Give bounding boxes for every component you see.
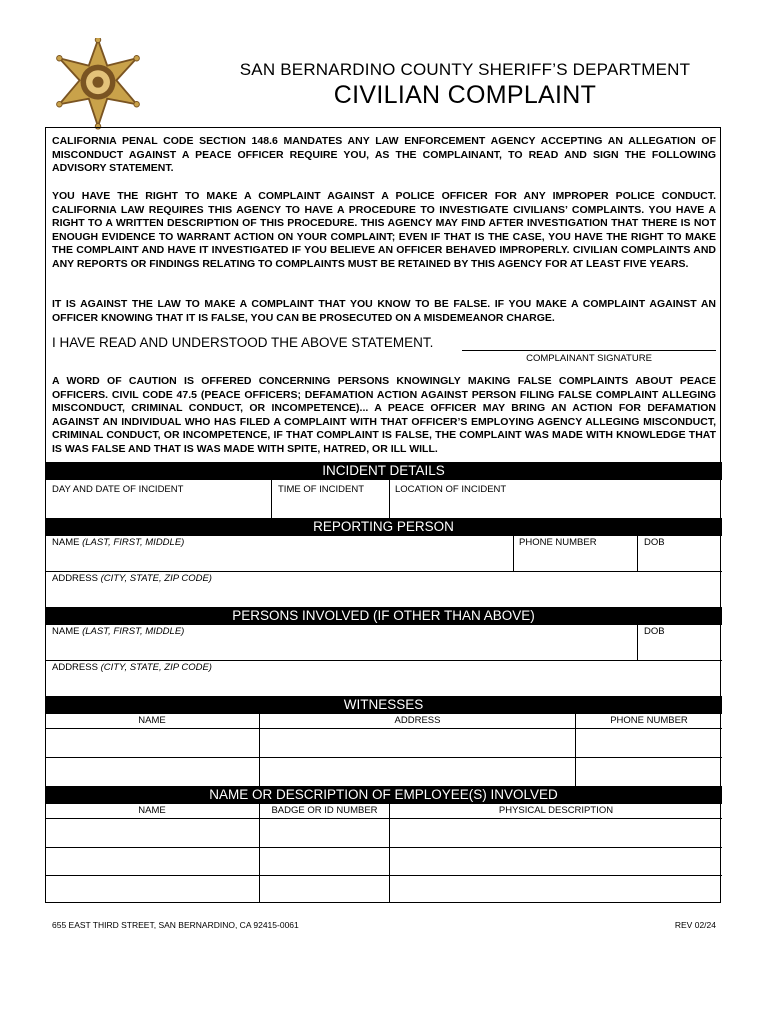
field-label: ADDRESS bbox=[52, 573, 101, 584]
employee-2-name-field[interactable] bbox=[46, 848, 258, 874]
incident-location-field[interactable]: LOCATION OF INCIDENT bbox=[395, 484, 507, 495]
field-label: ADDRESS bbox=[52, 662, 101, 673]
employee-1-name-field[interactable] bbox=[46, 819, 258, 846]
reporting-dob-field[interactable]: DOB bbox=[644, 537, 665, 548]
involved-name-field[interactable] bbox=[52, 626, 184, 637]
field-label: NAME bbox=[52, 537, 83, 548]
witness-2-phone-field[interactable] bbox=[577, 758, 721, 785]
reporting-name-field[interactable] bbox=[52, 537, 184, 548]
incident-time-field[interactable]: TIME OF INCIDENT bbox=[278, 484, 365, 495]
divider bbox=[637, 536, 638, 571]
divider bbox=[259, 804, 260, 903]
employee-3-name-field[interactable] bbox=[46, 876, 258, 902]
revision-label: REV 02/24 bbox=[674, 920, 716, 930]
reporting-phone-field[interactable]: PHONE NUMBER bbox=[519, 537, 597, 548]
divider bbox=[637, 625, 638, 660]
field-hint: (LAST, FIRST, MIDDLE) bbox=[82, 626, 185, 637]
employee-description-column: PHYSICAL DESCRIPTION bbox=[498, 805, 614, 816]
caution-paragraph: A WORD OF CAUTION IS OFFERED CONCERNING PERSONS KNOWINGLY MAKING FALSE COMPLAINTS ABOUT PEACE OFFICERS. CIVIL CODE 47.5 (PEACE OFFICERS; DEFAMATION ACTION AGAINST PERSON FILING FALSE COMPLAINT ALLEGING MISCONDUCT, CRIMINAL CONDUCT, OR INCOMPETENCE)... A PEACE OFFICER MAY BRING AN ACTION FOR DEFAMATION AGAINST AN INDIVIDUAL WHO HAS FILED A COMPLAINT WITH THAT OFFICER’S EMPLOYING AGENCY ALLEGING MISCONDUCT, CRIMINAL CONDUCT, OR INCOMPETENCE, IF THAT COMPLAINT IS FALSE, THE COMPLAINT WAS MADE WITH KNOWLEDGE THAT IS WAS FALSE AND THAT IS WAS MADE WITH SPITE, HATRED, OR ILL WILL. bbox=[52, 375, 716, 455]
witness-phone-column: PHONE NUMBER bbox=[610, 715, 688, 726]
advisory-paragraph-2: YOU HAVE THE RIGHT TO MAKE A COMPLAINT AGAINST A POLICE OFFICER FOR ANY IMPROPER POLICE CONDUCT. CALIFORNIA LAW REQUIRES THIS AGENCY TO HAVE A PROCEDURE TO INVESTIGATE CIVILIANS’ COMPLAINTS. YOU HAVE A RIGHT TO A WRITTEN DESCRIPTION OF THIS PROCEDURE. THIS AGENCY MAY FIND AFTER INVESTIGATION THAT THERE IS NOT ENOUGH EVIDENCE TO WARRANT ACTION ON YOUR COMPLAINT; EVEN IF THAT IS THE CASE, YOU HAVE THE RIGHT TO MAKE THE COMPLAINT AND HAVE IT INVESTIGATED IF YOU BELIEVE AN OFFICER BEHAVED IMPROPERLY. CIVILIAN COMPLAINTS AND ANY REPORTS OR FINDINGS RELATING TO COMPLAINTS MUST BE RETAINED BY THIS AGENCY FOR AT LEAST FIVE YEARS. bbox=[52, 190, 716, 270]
witness-1-address-field[interactable] bbox=[261, 729, 574, 756]
involved-dob-field[interactable]: DOB bbox=[644, 626, 665, 637]
employee-2-badge-field[interactable] bbox=[261, 848, 388, 874]
field-label: NAME bbox=[52, 626, 83, 637]
field-hint: (LAST, FIRST, MIDDLE) bbox=[82, 537, 185, 548]
divider bbox=[389, 480, 390, 518]
read-statement: I HAVE READ AND UNDERSTOOD THE ABOVE STATEMENT. bbox=[52, 335, 434, 350]
incident-date-field[interactable]: DAY AND DATE OF INCIDENT bbox=[52, 484, 184, 495]
field-hint: (CITY, STATE, ZIP CODE) bbox=[100, 662, 212, 673]
advisory-paragraph-1: CALIFORNIA PENAL CODE SECTION 148.6 MANDATES ANY LAW ENFORCEMENT AGENCY ACCEPTING AN ALLEGATION OF MISCONDUCT AGAINST A PEACE OFFICER REQUIRE YOU, AS THE COMPLAINANT, TO READ AND SIGN THE FOLLOWING ADVISORY STATEMENT. bbox=[52, 135, 716, 175]
divider bbox=[271, 480, 272, 518]
divider bbox=[45, 660, 722, 661]
divider bbox=[513, 536, 514, 571]
advisory-paragraph-3: IT IS AGAINST THE LAW TO MAKE A COMPLAINT THAT YOU KNOW TO BE FALSE. IF YOU MAKE A COMPLAINT AGAINST AN OFFICER KNOWING THAT IT IS FALSE, YOU CAN BE PROSECUTED ON A MISDEMEANOR CHARGE. bbox=[52, 298, 716, 324]
signature-field[interactable] bbox=[462, 350, 716, 351]
page-title: CIVILIAN COMPLAINT bbox=[333, 81, 597, 109]
employee-name-column: NAME bbox=[138, 805, 166, 816]
reporting-address-field[interactable] bbox=[52, 573, 212, 584]
employee-3-badge-field[interactable] bbox=[261, 876, 388, 902]
reporting-person-header: REPORTING PERSON bbox=[45, 518, 722, 536]
witness-1-phone-field[interactable] bbox=[577, 729, 721, 756]
signature-label: COMPLAINANT SIGNATURE bbox=[526, 353, 652, 364]
employee-1-badge-field[interactable] bbox=[261, 819, 388, 846]
involved-address-field[interactable] bbox=[52, 662, 212, 673]
witness-2-address-field[interactable] bbox=[261, 758, 574, 785]
divider bbox=[45, 571, 722, 572]
department-name: SAN BERNARDINO COUNTY SHERIFF’S DEPARTMENT bbox=[239, 60, 691, 79]
incident-details-header: INCIDENT DETAILS bbox=[45, 462, 722, 480]
witness-name-column: NAME bbox=[138, 715, 166, 726]
witness-2-name-field[interactable] bbox=[46, 758, 258, 785]
employee-badge-column: BADGE OR ID NUMBER bbox=[271, 805, 378, 816]
footer-address: 655 EAST THIRD STREET, SAN BERNARDINO, CA 92415-0061 bbox=[52, 920, 299, 930]
divider bbox=[389, 804, 390, 903]
employee-1-description-field[interactable] bbox=[391, 819, 721, 846]
witness-1-name-field[interactable] bbox=[46, 729, 258, 756]
field-hint: (CITY, STATE, ZIP CODE) bbox=[100, 573, 212, 584]
persons-involved-header: PERSONS INVOLVED (IF OTHER THAN ABOVE) bbox=[45, 607, 722, 625]
employees-involved-header: NAME OR DESCRIPTION OF EMPLOYEE(S) INVOLVED bbox=[45, 786, 722, 804]
witnesses-header: WITNESSES bbox=[45, 696, 722, 714]
employee-3-description-field[interactable] bbox=[391, 876, 721, 902]
sheriff-star-badge-icon bbox=[52, 38, 144, 130]
employee-2-description-field[interactable] bbox=[391, 848, 721, 874]
witness-address-column: ADDRESS bbox=[394, 715, 441, 726]
